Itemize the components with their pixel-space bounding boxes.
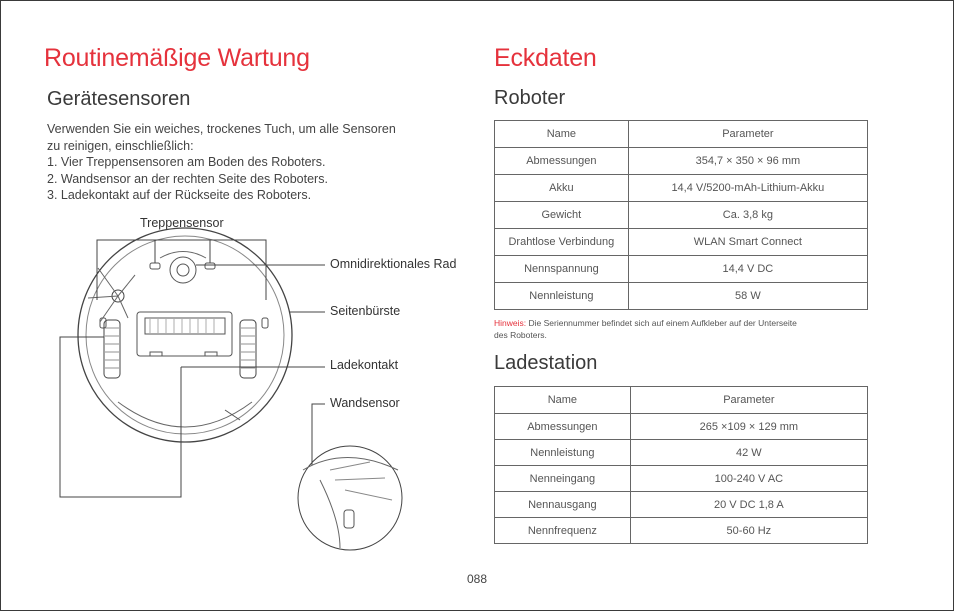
table-row (495, 440, 868, 466)
header-parameter: Parameter (628, 121, 867, 148)
omni-wheel-housing (170, 257, 196, 283)
right-wheel (240, 320, 256, 378)
cell-name: Nenneingang (495, 466, 631, 492)
cell-value: 58 W (628, 283, 867, 310)
wall-sensor-detail-body (303, 458, 398, 471)
left-wheel (104, 320, 120, 378)
note-text-2: des Roboters. (494, 330, 547, 340)
table-row (495, 492, 868, 518)
wall-sensor-detail-edge (320, 480, 340, 548)
callout-charge-contact (60, 337, 325, 497)
header-parameter: Parameter (630, 387, 867, 414)
robot-subtitle: Roboter (494, 87, 566, 109)
robot-spec-table (494, 120, 868, 310)
cell-value: 50-60 Hz (630, 518, 867, 544)
intro-line-2: zu reinigen, einschließlich: (47, 138, 194, 153)
cell-value: 100-240 V AC (630, 466, 867, 492)
table-row (495, 518, 868, 544)
table-row (495, 175, 868, 202)
sensors-subtitle: Gerätesensoren (47, 88, 191, 110)
cell-value: 20 V DC 1,8 A (630, 492, 867, 518)
note-text-1: Die Seriennummer befindet sich auf einem Aufkleber auf der Unterseite (526, 318, 797, 328)
cell-name: Nennleistung (495, 283, 629, 310)
intro-line-1: Verwenden Sie ein weiches, trockenes Tuch, um alle Sensoren (47, 122, 396, 136)
wall-sensor-detail-sensor (344, 510, 354, 528)
cell-value: Ca. 3,8 kg (628, 202, 867, 229)
charge-contact-right (205, 352, 217, 356)
cell-name: Akku (495, 175, 629, 202)
label-stair-sensor: Treppensensor (140, 216, 224, 230)
page-number: 088 (466, 572, 488, 586)
cell-name: Nennspannung (495, 256, 629, 283)
callout-wall-sensor (312, 404, 325, 465)
robot-body-inner (86, 236, 284, 434)
label-side-brush: Seitenbürste (330, 304, 401, 318)
table-row (495, 466, 868, 492)
station-spec-table (494, 386, 868, 544)
instruction-item-1: 1. Vier Treppensensoren am Boden des Roboters. (47, 155, 326, 169)
wall-sensor-detail-brush (330, 462, 392, 500)
cell-name: Gewicht (495, 202, 629, 229)
cell-name: Abmessungen (495, 148, 629, 175)
table-header-row (495, 387, 868, 414)
label-omni-wheel: Omnidirektionales Rad (330, 257, 457, 271)
cell-value: 265 ×109 × 129 mm (630, 414, 867, 440)
table-row (495, 283, 868, 310)
header-name: Name (495, 121, 629, 148)
main-brush (145, 318, 225, 334)
wall-sensor-detail-circle (298, 446, 402, 550)
cell-value: 14,4 V/5200-mAh-Lithium-Akku (628, 175, 867, 202)
charge-contact-left (150, 352, 162, 356)
table-row (495, 148, 868, 175)
table-row (495, 229, 868, 256)
table-row (495, 202, 868, 229)
note-label: Hinweis: (494, 318, 527, 328)
cell-value: 354,7 × 350 × 96 mm (628, 148, 867, 175)
stair-sensor-4 (262, 318, 268, 328)
cell-name: Nennfrequenz (495, 518, 631, 544)
label-wall-sensor: Wandsensor (330, 396, 400, 410)
table-header-row (495, 121, 868, 148)
cell-name: Abmessungen (495, 414, 631, 440)
instruction-item-3: 3. Ladekontakt auf der Rückseite des Roboters. (47, 188, 312, 202)
header-name: Name (495, 387, 631, 414)
table-row (495, 414, 868, 440)
cell-name: Nennausgang (495, 492, 631, 518)
stair-sensor-3 (100, 318, 106, 328)
table-row (495, 256, 868, 283)
specs-title: Eckdaten (494, 44, 597, 72)
stair-sensor-2 (205, 263, 215, 269)
instruction-item-2: 2. Wandsensor an der rechten Seite des Roboters. (47, 171, 328, 186)
maintenance-title: Routinemäßige Wartung (44, 44, 310, 72)
cell-value: WLAN Smart Connect (628, 229, 867, 256)
omni-wheel (177, 264, 189, 276)
robot-body-outline (78, 228, 292, 442)
station-subtitle: Ladestation (494, 352, 598, 374)
cell-name: Drahtlose Verbindung (495, 229, 629, 256)
label-charge-contact: Ladekontakt (330, 358, 399, 372)
serial-note (494, 317, 864, 341)
cell-value: 42 W (630, 440, 867, 466)
cell-name: Nennleistung (495, 440, 631, 466)
cell-value: 14,4 V DC (628, 256, 867, 283)
stair-sensor-1 (150, 263, 160, 269)
